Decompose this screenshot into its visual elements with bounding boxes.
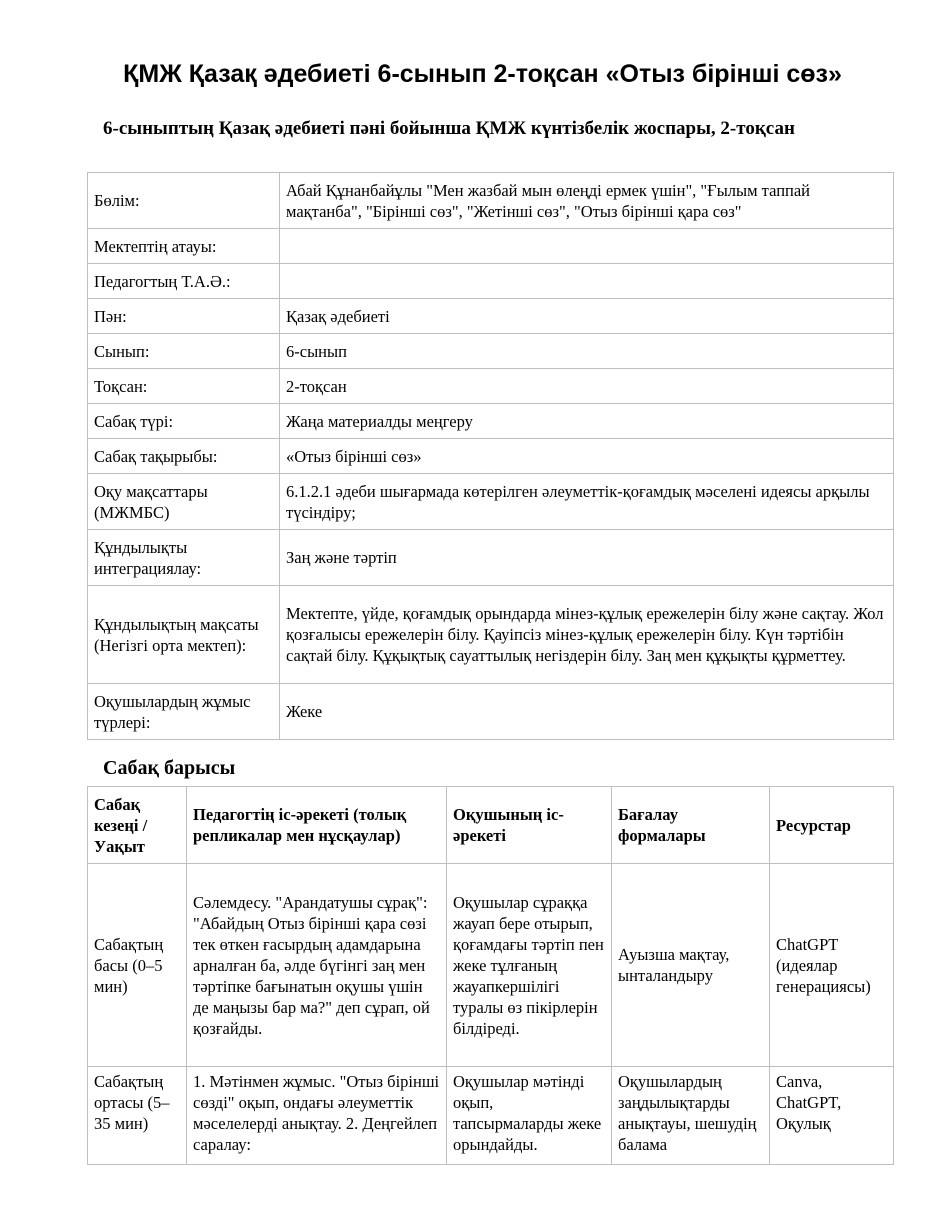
lesson-header-row xyxy=(88,787,894,864)
info-label: Сабақ тақырыбы: xyxy=(88,439,280,474)
lesson-row-middle xyxy=(88,1067,894,1165)
assessment-cell: Оқушылардың заңдылықтарды анықтауы, шешудің балама xyxy=(612,1067,770,1165)
info-label: Оқу мақсаттары (МЖМБС) xyxy=(88,474,280,530)
info-value: Мектепте, үйде, қоғамдық орындарда мінез-құлық ережелерін білу және сақтау. Жол қозғалысы ережелерін білу. Қауіпсіз мінез-құлық ережелерін білу. Күн тәртібін сақтай білу. Құқықтық сауаттылық негіздерін білу. Заң мен құқықты құрметтеу. xyxy=(280,586,894,684)
info-label: Құндылықтың мақсаты (Негізгі орта мектеп): xyxy=(88,586,280,684)
stage-cell: Сабақтың басы (0–5 мин) xyxy=(88,864,187,1067)
student-activity-cell: Оқушылар сұраққа жауап бере отырып, қоғамдағы тәртіп пен жеке тұлғаның жауапкершілігі туралы өз пікірлерін білдіреді. xyxy=(447,864,612,1067)
info-label: Бөлім: xyxy=(88,173,280,229)
info-value: Заң және тәртіп xyxy=(280,530,894,586)
resources-cell: Canva, ChatGPT, Оқулық xyxy=(770,1067,894,1165)
info-label: Мектептің атауы: xyxy=(88,229,280,264)
info-row-work-types xyxy=(88,684,894,740)
info-label: Сабақ түрі: xyxy=(88,404,280,439)
info-row-subject xyxy=(88,299,894,334)
info-row-grade xyxy=(88,334,894,369)
header-resources: Ресурстар xyxy=(770,787,894,864)
info-value: «Отыз бірінші сөз» xyxy=(280,439,894,474)
header-teacher-activity: Педагогтің іс-әрекеті (толық репликалар мен нұсқаулар) xyxy=(187,787,447,864)
teacher-activity-cell: 1. Мәтінмен жұмыс. "Отыз бірінші сөзді" оқып, ондағы әлеуметтік мәселелерді анықтау. 2. Деңгейлеп саралау: xyxy=(187,1067,447,1165)
info-value xyxy=(280,264,894,299)
student-activity-cell: Оқушылар мәтінді оқып, тапсырмаларды жеке орындайды. xyxy=(447,1067,612,1165)
info-label: Пән: xyxy=(88,299,280,334)
info-label: Педагогтың Т.А.Ә.: xyxy=(88,264,280,299)
info-value: Қазақ әдебиеті xyxy=(280,299,894,334)
header-stage: Сабақ кезеңі / Уақыт xyxy=(88,787,187,864)
info-value: 2-тоқсан xyxy=(280,369,894,404)
info-row-learning-objectives xyxy=(88,474,894,530)
info-value: Жеке xyxy=(280,684,894,740)
info-row-quarter xyxy=(88,369,894,404)
info-value: 6.1.2.1 әдеби шығармада көтерілген әлеуметтік-қоғамдық мәселені идеясы арқылы түсіндіру; xyxy=(280,474,894,530)
info-label: Оқушылардың жұмыс түрлері: xyxy=(88,684,280,740)
info-row-school xyxy=(88,229,894,264)
stage-cell: Сабақтың ортасы (5–35 мин) xyxy=(88,1067,187,1165)
info-value: Абай Құнанбайұлы "Мен жазбай мын өлеңді ермек үшін", "Ғылым таппай мақтанба", "Бірінші сөз", "Жетінші сөз", "Отыз бірінші қара сөз" xyxy=(280,173,894,229)
info-label: Құндылықты интеграциялау: xyxy=(88,530,280,586)
info-row-lesson-type xyxy=(88,404,894,439)
lesson-progress-table xyxy=(87,786,894,1165)
resources-cell: ChatGPT (идеялар генерациясы) xyxy=(770,864,894,1067)
header-student-activity: Оқушының іс-әрекеті xyxy=(447,787,612,864)
lesson-progress-heading: Сабақ барысы xyxy=(103,757,236,779)
assessment-cell: Ауызша мақтау, ынталандыру xyxy=(612,864,770,1067)
info-value xyxy=(280,229,894,264)
info-label: Тоқсан: xyxy=(88,369,280,404)
header-assessment: Бағалау формалары xyxy=(612,787,770,864)
teacher-activity-cell: Сәлемдесу. "Арандатушы сұрақ": "Абайдың Отыз бірінші қара сөзі тек өткен ғасырдың адамдарына арналған ба, әлде бүгінгі заң мен тәртіпке бағынатын оқушы үшін де маңызы бар ма?" деп сұрап, ой қозғайды. xyxy=(187,864,447,1067)
lesson-info-table xyxy=(87,172,894,740)
info-row-teacher xyxy=(88,264,894,299)
info-row-value-goal xyxy=(88,586,894,684)
info-row-lesson-topic xyxy=(88,439,894,474)
document-title: ҚМЖ Қазақ әдебиеті 6-сынып 2-тоқсан «Отыз бірінші сөз» xyxy=(123,60,842,88)
lesson-row-beginning xyxy=(88,864,894,1067)
info-row-value-integration xyxy=(88,530,894,586)
plan-heading: 6-сыныптың Қазақ әдебиеті пәні бойынша ҚМЖ күнтізбелік жоспары, 2-тоқсан xyxy=(103,118,795,139)
info-value: Жаңа материалды меңгеру xyxy=(280,404,894,439)
info-label: Сынып: xyxy=(88,334,280,369)
info-value: 6-сынып xyxy=(280,334,894,369)
info-row-section xyxy=(88,173,894,229)
